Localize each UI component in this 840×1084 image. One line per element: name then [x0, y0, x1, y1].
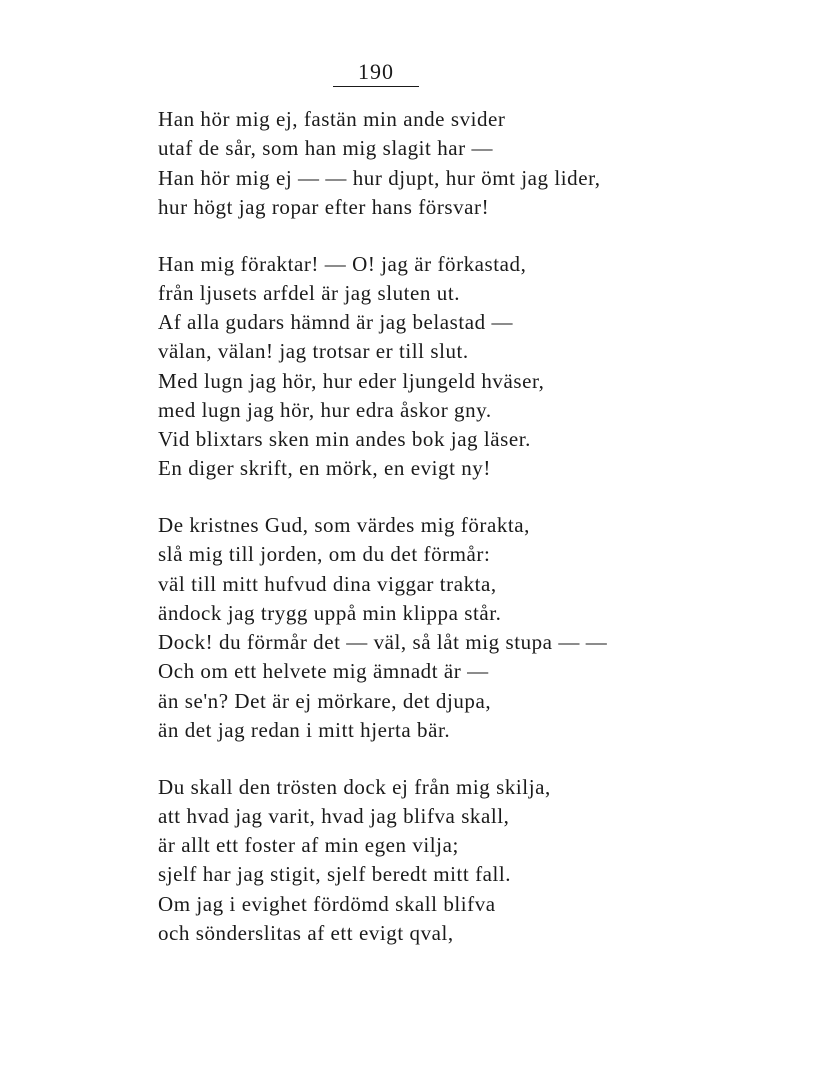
poem-line: välan, välan! jag trotsar er till slut.	[158, 339, 469, 364]
poem-line: Om jag i evighet fördömd skall blifva	[158, 891, 496, 916]
poem-body	[158, 105, 718, 976]
poem-line: En diger skrift, en mörk, en evigt ny!	[158, 456, 491, 481]
page-number: 190	[333, 60, 419, 87]
poem-line: Med lugn jag hör, hur eder ljungeld hväser,	[158, 368, 545, 393]
poem-line: hur högt jag ropar efter hans försvar!	[158, 194, 490, 219]
poem-line: Han hör mig ej, fastän min ande svider	[158, 107, 506, 131]
poem-line: med lugn jag hör, hur edra åskor gny.	[158, 397, 492, 422]
poem-line: och sönderslitas af ett evigt qval,	[158, 920, 454, 945]
poem-line: är allt ett foster af min egen vilja;	[158, 833, 459, 857]
poem-line: Af alla gudars hämnd är jag belastad —	[158, 310, 514, 334]
poem-line: ändock jag trygg uppå min klippa står.	[158, 600, 502, 625]
stanza-1	[158, 105, 718, 222]
poem-line: Och om ett helvete mig ämnadt är —	[158, 659, 489, 684]
poem-line: från ljusets arfdel är jag sluten ut.	[158, 280, 461, 305]
poem-line: Han hör mig ej — — hur djupt, hur ömt jag lider,	[158, 165, 601, 190]
stanza-4	[158, 773, 718, 949]
poem-line: än se'n? Det är ej mörkare, det djupa,	[158, 688, 492, 713]
poem-line: Vid blixtars sken min andes bok jag läser.	[158, 427, 531, 451]
poem-line: väl till mitt hufvud dina viggar trakta,	[158, 571, 497, 596]
poem-line: De kristnes Gud, som värdes mig förakta,	[158, 513, 530, 537]
poem-line: Dock! du förmår det — väl, så låt mig stupa — —	[158, 630, 608, 654]
poem-line: sjelf har jag stigit, sjelf beredt mitt fall.	[158, 862, 512, 887]
poem-line: slå mig till jorden, om du det förmår:	[158, 542, 491, 567]
poem-line: än det jag redan i mitt hjerta bär.	[158, 717, 451, 742]
poem-line: Du skall den trösten dock ej från mig skilja,	[158, 774, 551, 799]
stanza-2	[158, 250, 718, 484]
poem-line: utaf de sår, som han mig slagit har —	[158, 136, 494, 161]
poem-line: Han mig föraktar! — O! jag är förkastad,	[158, 251, 527, 276]
stanza-3	[158, 511, 718, 745]
poem-line: att hvad jag varit, hvad jag blifva skall,	[158, 803, 510, 828]
